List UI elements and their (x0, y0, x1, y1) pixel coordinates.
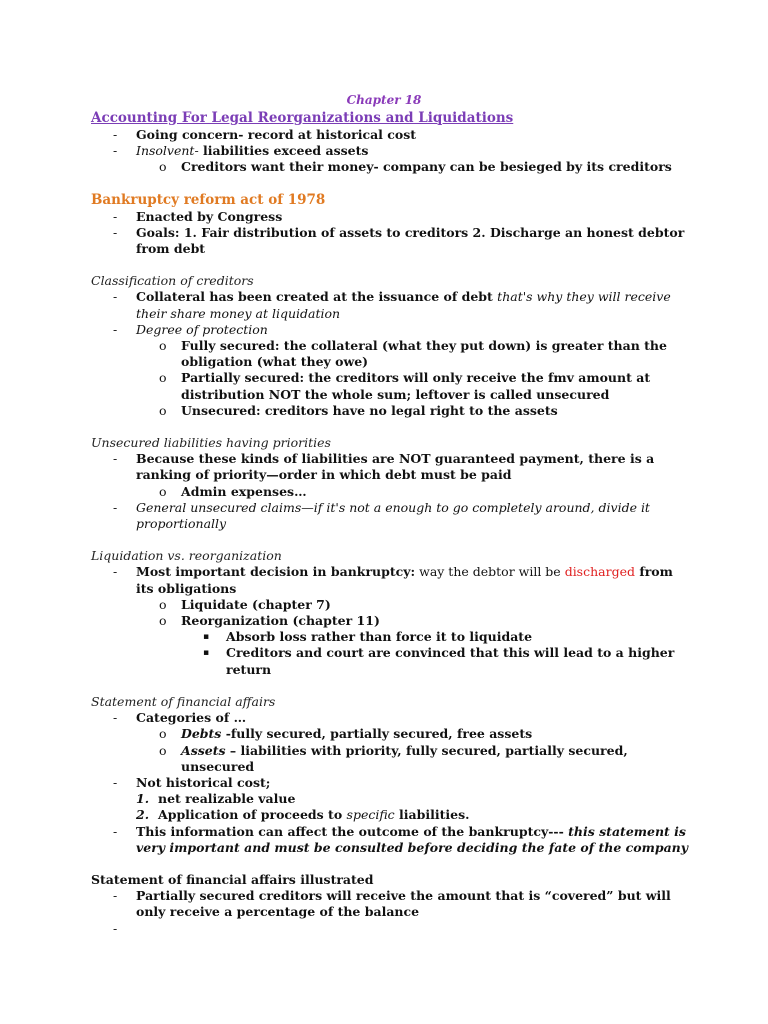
list-item: ▪ Creditors and court are convinced that this will lead to a higher return (203, 645, 675, 677)
list-item: - Partially secured creditors will receive the amount that is “covered” but will only receive a percentage of the balance (113, 888, 671, 920)
list-item: 2. Application of proceeds to specific liabilities. (136, 807, 470, 823)
section-heading: Bankruptcy reform act of 1978 (91, 191, 326, 208)
section-heading: Classification of creditors (91, 273, 254, 289)
list-item: o Creditors want their money- company can be besieged by its creditors (159, 159, 672, 175)
list-item: o Unsecured: creditors have no legal right to the assets (159, 402, 558, 418)
chapter-label: Chapter 18 (346, 93, 422, 107)
list-item: 1. net realizable value (136, 791, 296, 807)
list-item: - Degree of protection (113, 321, 268, 337)
list-item: o Fully secured: the collateral (what they put down) is greater than the obligation (what they owe) (159, 338, 667, 370)
list-item: - Categories of … (113, 710, 247, 726)
document-title: Accounting For Legal Reorganizations and Liquidations (91, 110, 514, 126)
list-item: - Going concern- record at historical cost (113, 127, 417, 142)
section-heading: Statement of financial affairs (91, 693, 276, 709)
section-heading: Unsecured liabilities having priorities (91, 435, 331, 451)
list-item: - General unsecured claims—if it's not a enough to go completely around, divide it proportionally (113, 499, 650, 532)
list-item: o Partially secured: the creditors will only receive the fmv amount at distribution NOT the whole sum; leftover is called unsecured (159, 370, 651, 402)
list-item: - (113, 920, 118, 936)
list-item: o Liquidate (chapter 7) (159, 596, 331, 612)
list-item: o Assets – liabilities with priority, fully secured, partially secured, unsecured (159, 742, 628, 774)
list-item: - This information can affect the outcome of the bankruptcy--- this statement is very important and must be consulted before deciding the fate of the company (113, 823, 689, 855)
list-item: - Enacted by Congress (113, 208, 283, 224)
list-item: - Collateral has been created at the issuance of debt that's why they will receive their share money at liquidation (113, 289, 671, 321)
section-heading: Statement of financial affairs illustrated (91, 871, 374, 887)
list-item: o Debts -fully secured, partially secured, free assets (159, 726, 533, 742)
list-item: - Not historical cost; (113, 774, 271, 790)
list-item: - Because these kinds of liabilities are NOT guaranteed payment, there is a ranking of priority—order in which debt must be paid (113, 451, 655, 483)
list-item: o Reorganization (chapter 11) (159, 613, 380, 629)
list-item: - Most important decision in bankruptcy: way the debtor will be discharged from its obligations (113, 564, 673, 596)
list-item: - Goals: 1. Fair distribution of assets to creditors 2. Discharge an honest debtor from debt (113, 224, 685, 257)
list-item: o Admin expenses… (159, 483, 307, 499)
list-item: ▪ Absorb loss rather than force it to liquidate (203, 629, 533, 645)
section-heading: Liquidation vs. reorganization (91, 548, 282, 564)
list-item: - Insolvent- liabilities exceed assets (113, 143, 369, 159)
notes-content (91, 110, 691, 937)
